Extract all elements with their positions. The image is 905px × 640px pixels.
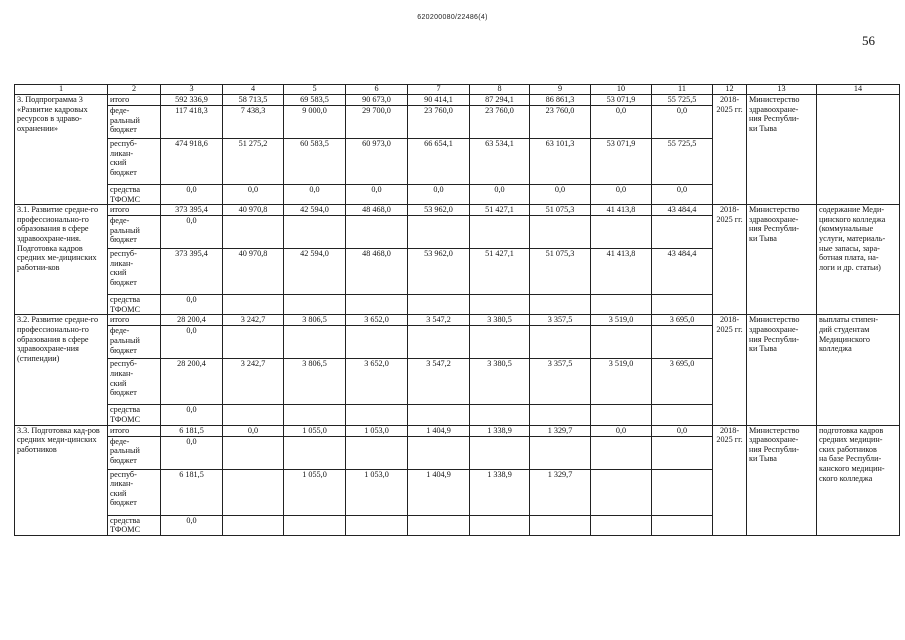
funding-source: феде- ральный бюджет [108, 326, 161, 359]
funding-source: респуб- ликан- ский бюджет [108, 249, 161, 295]
value-cell: 1 053,0 [346, 425, 408, 436]
value-cell: 42 594,0 [284, 205, 346, 216]
value-cell: 43 484,4 [652, 205, 713, 216]
value-cell: 53 071,9 [591, 95, 652, 106]
header-cell: 2 [108, 85, 161, 95]
value-cell: 1 404,9 [408, 469, 470, 515]
value-cell [284, 515, 346, 535]
value-cell [284, 326, 346, 359]
value-cell: 1 404,9 [408, 425, 470, 436]
value-cell [223, 436, 284, 469]
value-cell: 1 329,7 [530, 425, 591, 436]
value-cell [408, 436, 470, 469]
value-cell [530, 515, 591, 535]
value-cell: 0,0 [591, 106, 652, 139]
value-cell: 3 695,0 [652, 315, 713, 326]
value-cell: 29 700,0 [346, 106, 408, 139]
header-cell: 8 [470, 85, 530, 95]
value-cell [591, 216, 652, 249]
value-cell: 117 418,3 [161, 106, 223, 139]
value-cell [408, 405, 470, 425]
funding-source: респуб- ликан- ский бюджет [108, 469, 161, 515]
value-cell [346, 405, 408, 425]
value-cell: 1 055,0 [284, 469, 346, 515]
value-cell: 0,0 [652, 106, 713, 139]
funding-source: средства ТФОМС [108, 405, 161, 425]
value-cell [591, 515, 652, 535]
value-cell: 51 075,3 [530, 249, 591, 295]
executor-cell: Министерство здравоохране- ния Республи- ки Тыва [747, 315, 817, 425]
value-cell: 0,0 [161, 216, 223, 249]
value-cell: 60 973,0 [346, 139, 408, 185]
value-cell: 592 336,9 [161, 95, 223, 106]
value-cell: 55 725,5 [652, 95, 713, 106]
document-id: 620200080/22486(4) [417, 14, 488, 21]
value-cell: 51 427,1 [470, 249, 530, 295]
period-cell: 2018- 2025 гг. [713, 315, 747, 425]
program-name: 3. Подпрограмма 3 «Развитие кадровых ресурсов в здраво-охранении» [15, 95, 108, 205]
value-cell: 48 468,0 [346, 205, 408, 216]
value-cell [591, 436, 652, 469]
expected-result-cell: подготовка кадров средних медицин- ских работников на базе Республи- канского медицин- ского колледжа [817, 425, 900, 535]
executor-cell: Министерство здравоохране- ния Республи- ки Тыва [747, 205, 817, 315]
header-row [15, 85, 900, 95]
value-cell [530, 295, 591, 315]
value-cell: 40 970,8 [223, 249, 284, 295]
value-cell [223, 326, 284, 359]
period-cell: 2018- 2025 гг. [713, 205, 747, 315]
value-cell: 66 654,1 [408, 139, 470, 185]
funding-source: респуб- ликан- ский бюджет [108, 139, 161, 185]
value-cell [470, 326, 530, 359]
value-cell: 86 861,3 [530, 95, 591, 106]
value-cell: 0,0 [161, 436, 223, 469]
value-cell [530, 436, 591, 469]
page-number: 56 [862, 33, 875, 48]
funding-source: феде- ральный бюджет [108, 436, 161, 469]
value-cell [223, 469, 284, 515]
value-cell: 0,0 [161, 405, 223, 425]
value-cell [408, 515, 470, 535]
value-cell: 1 338,9 [470, 425, 530, 436]
value-cell: 1 329,7 [530, 469, 591, 515]
value-cell: 3 380,5 [470, 315, 530, 326]
value-cell [652, 326, 713, 359]
value-cell [223, 216, 284, 249]
value-cell: 28 200,4 [161, 315, 223, 326]
funding-source: итого [108, 425, 161, 436]
value-cell: 0,0 [530, 185, 591, 205]
value-cell: 51 275,2 [223, 139, 284, 185]
value-cell [530, 216, 591, 249]
value-cell: 0,0 [161, 295, 223, 315]
funding-source: средства ТФОМС [108, 515, 161, 535]
value-cell: 3 652,0 [346, 359, 408, 405]
value-cell: 23 760,0 [408, 106, 470, 139]
value-cell: 0,0 [470, 185, 530, 205]
value-cell: 3 652,0 [346, 315, 408, 326]
value-cell [591, 469, 652, 515]
funding-source: средства ТФОМС [108, 185, 161, 205]
value-cell [591, 405, 652, 425]
table-row [15, 95, 900, 106]
value-cell: 7 438,3 [223, 106, 284, 139]
header-cell: 9 [530, 85, 591, 95]
value-cell: 90 673,0 [346, 95, 408, 106]
value-cell: 90 414,1 [408, 95, 470, 106]
value-cell: 373 395,4 [161, 205, 223, 216]
value-cell: 53 071,9 [591, 139, 652, 185]
value-cell [223, 295, 284, 315]
header-cell: 11 [652, 85, 713, 95]
funding-source: средства ТФОМС [108, 295, 161, 315]
header-cell: 6 [346, 85, 408, 95]
expected-result-cell: выплаты стипен- дий студентам Медицинского колледжа [817, 315, 900, 425]
budget-table [14, 84, 900, 536]
value-cell [408, 326, 470, 359]
value-cell: 51 075,3 [530, 205, 591, 216]
value-cell [408, 295, 470, 315]
value-cell [284, 216, 346, 249]
value-cell: 63 101,3 [530, 139, 591, 185]
value-cell [652, 515, 713, 535]
value-cell [530, 326, 591, 359]
value-cell: 43 484,4 [652, 249, 713, 295]
value-cell: 3 806,5 [284, 359, 346, 405]
executor-cell: Министерство здравоохране- ния Республи- ки Тыва [747, 425, 817, 535]
value-cell: 0,0 [223, 185, 284, 205]
value-cell [470, 436, 530, 469]
value-cell: 63 534,1 [470, 139, 530, 185]
program-name: 3.3. Подготовка кад-ров средних меди-цинских работников [15, 425, 108, 535]
value-cell: 0,0 [346, 185, 408, 205]
value-cell: 23 760,0 [530, 106, 591, 139]
funding-source: феде- ральный бюджет [108, 216, 161, 249]
value-cell: 51 427,1 [470, 205, 530, 216]
value-cell: 58 713,5 [223, 95, 284, 106]
value-cell [346, 515, 408, 535]
value-cell [530, 405, 591, 425]
value-cell [470, 216, 530, 249]
period-cell: 2018- 2025 гг. [713, 95, 747, 205]
value-cell [223, 405, 284, 425]
value-cell: 41 413,8 [591, 205, 652, 216]
value-cell: 23 760,0 [470, 106, 530, 139]
value-cell [470, 515, 530, 535]
value-cell: 3 357,5 [530, 315, 591, 326]
value-cell: 3 242,7 [223, 359, 284, 405]
value-cell [346, 295, 408, 315]
value-cell: 3 547,2 [408, 359, 470, 405]
value-cell: 3 695,0 [652, 359, 713, 405]
header-cell: 10 [591, 85, 652, 95]
value-cell: 87 294,1 [470, 95, 530, 106]
program-name: 3.2. Развитие средне-го профессионально-го образования в сфере здравоохране-ния (стипендии) [15, 315, 108, 425]
value-cell: 48 468,0 [346, 249, 408, 295]
value-cell: 3 380,5 [470, 359, 530, 405]
value-cell: 41 413,8 [591, 249, 652, 295]
value-cell: 3 519,0 [591, 315, 652, 326]
value-cell: 3 242,7 [223, 315, 284, 326]
value-cell: 0,0 [161, 326, 223, 359]
value-cell: 0,0 [408, 185, 470, 205]
value-cell: 0,0 [652, 185, 713, 205]
table-row [15, 425, 900, 436]
executor-cell: Министерство здравоохране- ния Республи- ки Тыва [747, 95, 817, 205]
value-cell [652, 295, 713, 315]
value-cell: 3 357,5 [530, 359, 591, 405]
funding-source: итого [108, 315, 161, 326]
program-name: 3.1. Развитие средне-го профессионально-го образования в сфере здравоохране-ния. Подготовка кадров средних ме-дицинских работни-ков [15, 205, 108, 315]
funding-source: феде- ральный бюджет [108, 106, 161, 139]
value-cell: 0,0 [284, 185, 346, 205]
value-cell [284, 295, 346, 315]
funding-source: итого [108, 95, 161, 106]
value-cell: 0,0 [161, 515, 223, 535]
table-row [15, 205, 900, 216]
funding-source: респуб- ликан- ский бюджет [108, 359, 161, 405]
value-cell [591, 295, 652, 315]
value-cell: 0,0 [161, 185, 223, 205]
value-cell: 474 918,6 [161, 139, 223, 185]
value-cell: 60 583,5 [284, 139, 346, 185]
value-cell [470, 405, 530, 425]
header-cell: 12 [713, 85, 747, 95]
value-cell [652, 436, 713, 469]
value-cell: 6 181,5 [161, 469, 223, 515]
value-cell [223, 515, 284, 535]
value-cell [652, 216, 713, 249]
value-cell: 1 338,9 [470, 469, 530, 515]
value-cell: 42 594,0 [284, 249, 346, 295]
header-cell: 3 [161, 85, 223, 95]
value-cell [408, 216, 470, 249]
value-cell: 9 000,0 [284, 106, 346, 139]
value-cell: 3 806,5 [284, 315, 346, 326]
header-cell: 1 [15, 85, 108, 95]
value-cell [591, 326, 652, 359]
value-cell: 0,0 [591, 425, 652, 436]
value-cell [652, 469, 713, 515]
value-cell [652, 405, 713, 425]
value-cell [470, 295, 530, 315]
value-cell [346, 326, 408, 359]
value-cell: 0,0 [652, 425, 713, 436]
value-cell: 53 962,0 [408, 249, 470, 295]
value-cell: 53 962,0 [408, 205, 470, 216]
value-cell: 28 200,4 [161, 359, 223, 405]
value-cell: 0,0 [591, 185, 652, 205]
expected-result-cell [817, 95, 900, 205]
value-cell [346, 436, 408, 469]
table-row [15, 315, 900, 326]
value-cell: 55 725,5 [652, 139, 713, 185]
value-cell: 373 395,4 [161, 249, 223, 295]
value-cell: 6 181,5 [161, 425, 223, 436]
value-cell [346, 216, 408, 249]
funding-source: итого [108, 205, 161, 216]
value-cell [284, 405, 346, 425]
value-cell [284, 436, 346, 469]
header-cell: 4 [223, 85, 284, 95]
header-cell: 14 [817, 85, 900, 95]
value-cell: 69 583,5 [284, 95, 346, 106]
expected-result-cell: содержание Меди- цинского колледжа (коммунальные услуги, материаль- ные запасы, зара- ботная плата, на- логи и др. статьи) [817, 205, 900, 315]
value-cell: 1 055,0 [284, 425, 346, 436]
value-cell: 0,0 [223, 425, 284, 436]
value-cell: 40 970,8 [223, 205, 284, 216]
period-cell: 2018- 2025 гг. [713, 425, 747, 535]
header-cell: 7 [408, 85, 470, 95]
header-cell: 5 [284, 85, 346, 95]
value-cell: 1 053,0 [346, 469, 408, 515]
header-cell: 13 [747, 85, 817, 95]
value-cell: 3 547,2 [408, 315, 470, 326]
value-cell: 3 519,0 [591, 359, 652, 405]
